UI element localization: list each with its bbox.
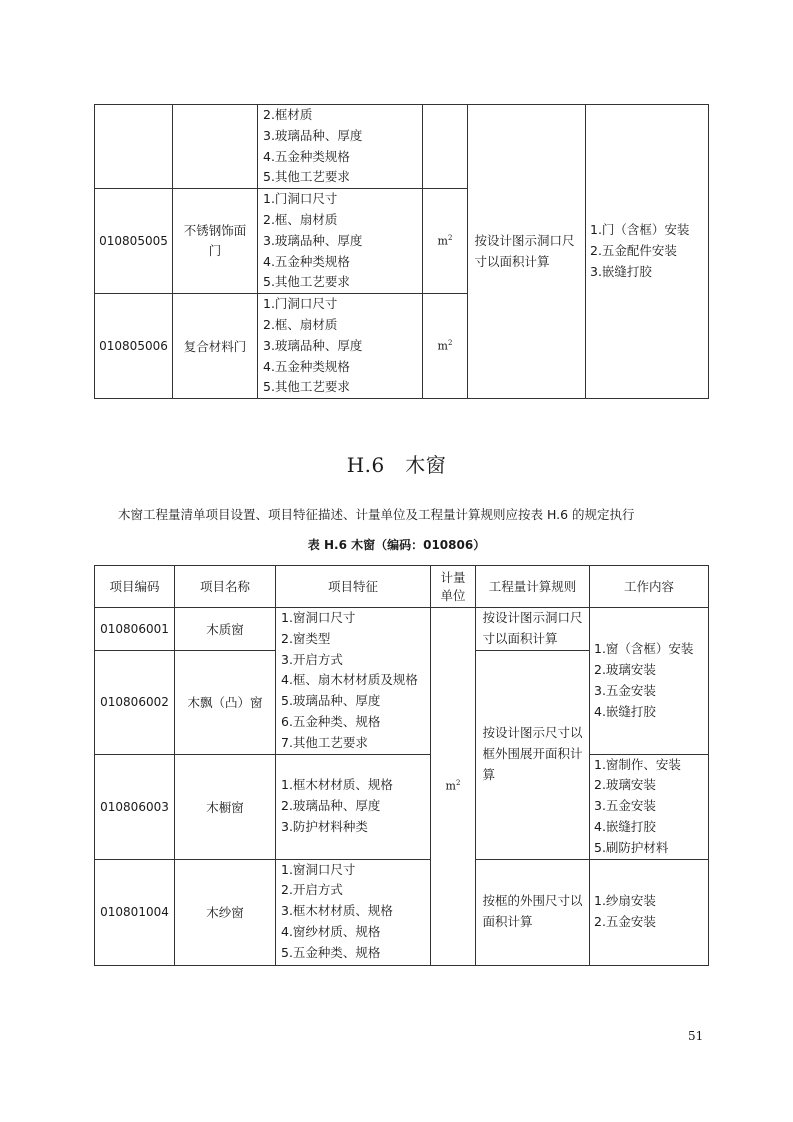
- list-line: 2.玻璃品种、厚度: [281, 798, 381, 814]
- list-line: 2.开启方式: [281, 882, 343, 898]
- list-line: 1.框木材材质、规格: [281, 777, 393, 793]
- list-line: 2.框材质: [263, 107, 313, 122]
- list-line: 4.五金种类规格: [263, 148, 350, 164]
- item-unit: [423, 105, 468, 189]
- table-row: [95, 754, 709, 859]
- list-line: 4.框、扇木材材质及规格: [281, 672, 418, 688]
- item-code: 010806002: [95, 650, 175, 754]
- list-line: 2.玻璃安装: [594, 662, 656, 677]
- list-line: 4.五金种类规格: [263, 253, 350, 269]
- list-line: 2.玻璃安装: [594, 777, 656, 793]
- work-content: [586, 105, 709, 399]
- list-line: 5.玻璃品种、厚度: [281, 693, 381, 709]
- table-row: [95, 859, 709, 965]
- header-name: 项目名称: [175, 566, 276, 608]
- list-line: 2.五金配件安装: [590, 243, 677, 259]
- item-name: 木纱窗: [175, 859, 276, 965]
- list-line: 2.框、扇材质: [263, 211, 338, 227]
- item-code: [95, 105, 173, 189]
- list-line: 3.五金安装: [594, 682, 656, 698]
- list-line: 3.嵌缝打胶: [590, 263, 652, 279]
- list-line: 7.其他工艺要求: [281, 734, 368, 750]
- wood-window-table: [94, 565, 709, 966]
- item-unit: $m^2$: [431, 608, 476, 966]
- list-line: 1.窗洞口尺寸: [281, 861, 356, 877]
- table-row: [95, 105, 709, 189]
- item-unit: $m^2$: [423, 294, 468, 399]
- list-line: 3.玻璃品种、厚度: [263, 337, 363, 353]
- work-content: [590, 608, 709, 755]
- table-caption: 表 H.6 木窗（编码：010806）: [307, 538, 486, 552]
- list-line: 6.五金种类、规格: [281, 713, 381, 729]
- page-number: 51: [688, 1029, 704, 1043]
- header-code: 项目编码: [95, 566, 175, 608]
- work-content: [590, 754, 709, 859]
- item-features: [276, 754, 431, 859]
- list-line: 2.框、扇材质: [263, 316, 338, 332]
- list-line: 1.门（含框）安装: [590, 222, 690, 238]
- list-line: 5.其他工艺要求: [263, 379, 350, 395]
- item-name: 不锈钢饰面门: [173, 189, 258, 294]
- item-name: 复合材料门: [173, 294, 258, 399]
- header-work: 工作内容: [590, 566, 709, 608]
- intro-paragraph: 木窗工程量清单项目设置、项目特征描述、计量单位及工程量计算规则应按表 H.6 的规定执行: [118, 507, 635, 522]
- list-line: 4.嵌缝打胶: [594, 818, 656, 834]
- header-unit: 计量 单位: [431, 566, 476, 608]
- list-line: 1.窗（含框）安装: [594, 641, 694, 657]
- item-unit: $m^2$: [423, 189, 468, 294]
- item-code: 010801004: [95, 859, 175, 965]
- list-line: 4.窗纱材质、规格: [281, 923, 381, 939]
- list-line: 3.防护材料种类: [281, 818, 368, 834]
- list-line: 5.刷防护材料: [594, 839, 669, 855]
- list-line: 2.窗类型: [281, 630, 331, 646]
- list-line: 4.五金种类规格: [263, 358, 350, 374]
- list-line: 3.框木材材质、规格: [281, 903, 393, 919]
- item-code: 010806003: [95, 754, 175, 859]
- list-line: 1.纱扇安装: [594, 893, 656, 909]
- list-line: 1.门洞口尺寸: [263, 296, 338, 312]
- item-features: [258, 105, 423, 189]
- item-features: [258, 189, 423, 294]
- list-line: 5.其他工艺要求: [263, 169, 350, 185]
- item-name: 木质窗: [175, 608, 276, 651]
- item-features: [276, 859, 431, 965]
- item-features: [276, 608, 431, 755]
- item-code: 010806001: [95, 608, 175, 651]
- list-line: 5.五金种类、规格: [281, 944, 381, 960]
- table-row: [95, 608, 709, 651]
- list-line: 5.其他工艺要求: [263, 274, 350, 290]
- list-line: 3.五金安装: [594, 798, 656, 814]
- list-line: 1.窗洞口尺寸: [281, 610, 356, 625]
- list-line: 4.嵌缝打胶: [594, 703, 656, 719]
- list-line: 2.五金安装: [594, 914, 656, 930]
- item-name: [173, 105, 258, 189]
- section-heading: H.6 木窗: [346, 453, 447, 477]
- table-header-row: [95, 566, 709, 608]
- item-code: 010805005: [95, 189, 173, 294]
- work-content: [590, 859, 709, 965]
- calculation-rule: 按设计图示尺寸以框外围展开面积计算: [476, 650, 590, 859]
- list-line: 3.开启方式: [281, 651, 343, 667]
- calculation-rule: 按设计图示洞口尺寸以面积计算: [468, 105, 586, 399]
- item-name: 木飘（凸）窗: [175, 650, 276, 754]
- item-features: [258, 294, 423, 399]
- calculation-rule: 按框的外围尺寸以面积计算: [476, 859, 590, 965]
- item-name: 木橱窗: [175, 754, 276, 859]
- door-table-continued: [94, 104, 709, 399]
- header-rule: 工程量计算规则: [476, 566, 590, 608]
- list-line: 1.门洞口尺寸: [263, 191, 338, 207]
- calculation-rule: 按设计图示洞口尺寸以面积计算: [476, 608, 590, 651]
- header-features: 项目特征: [276, 566, 431, 608]
- list-line: 1.窗制作、安装: [594, 756, 681, 772]
- item-code: 010805006: [95, 294, 173, 399]
- list-line: 3.玻璃品种、厚度: [263, 232, 363, 248]
- list-line: 3.玻璃品种、厚度: [263, 127, 363, 143]
